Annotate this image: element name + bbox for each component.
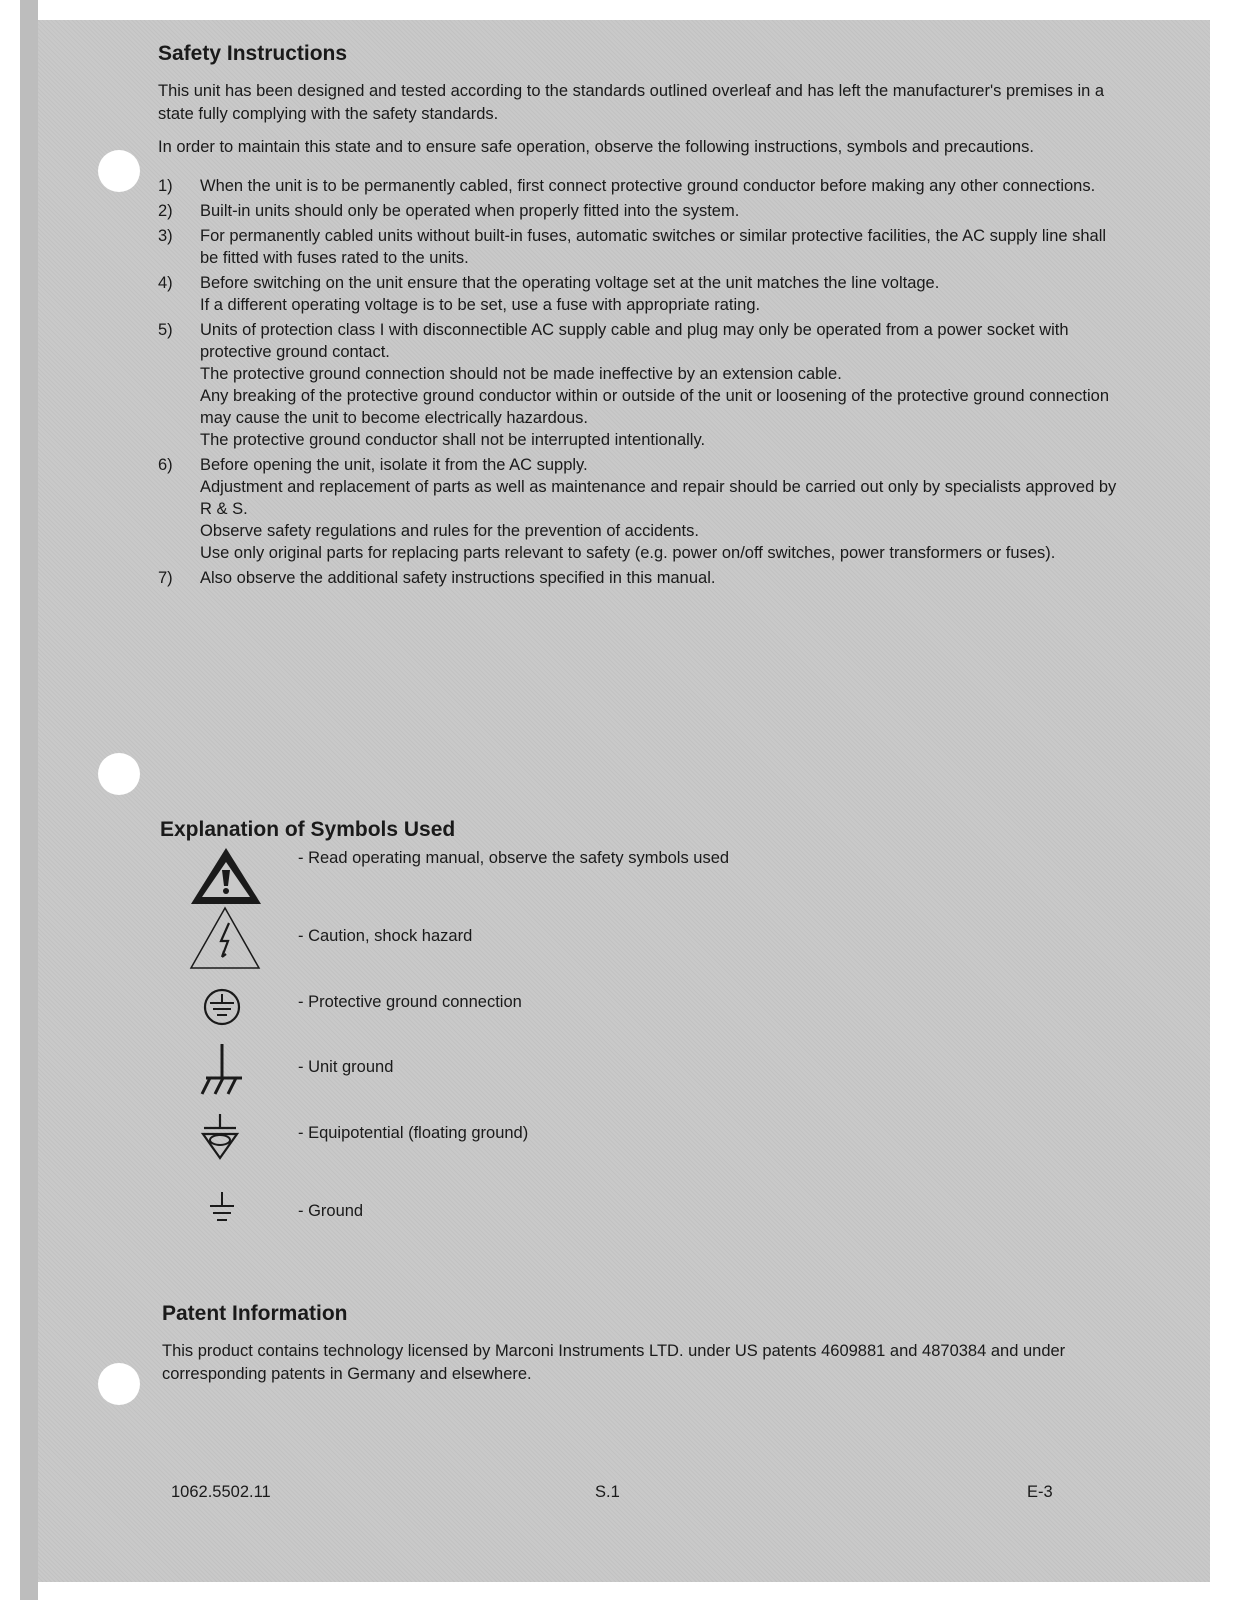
section-title-symbols: Explanation of Symbols Used <box>160 818 456 841</box>
safety-rule-number: 5) <box>158 321 173 339</box>
safety-rule-number: 6) <box>158 456 173 474</box>
symbol-row <box>188 1040 888 1100</box>
safety-rule-item <box>158 319 1118 451</box>
safety-rule-text: Built-in units should only be operated when properly fitted into the system. <box>200 202 740 220</box>
safety-intro-paragraph: This unit has been designed and tested according to the standards outlined overleaf and has left the manufacturer's premises in a state fully complying with the safety standards. <box>158 82 1105 123</box>
symbol-row <box>188 986 888 1046</box>
safety-rule-text: The protective ground connection should not be made ineffective by an extension cable. <box>200 365 842 383</box>
document-number: 1062.5502.11 <box>171 1483 271 1501</box>
symbol-label: - Read operating manual, observe the safety symbols used <box>298 849 730 867</box>
ground-icon <box>196 1186 256 1230</box>
safety-rule-text: Adjustment and replacement of parts as well as maintenance and repair should be carried out only by specialists approved by R & S. <box>200 478 1117 518</box>
punch-hole <box>98 150 140 192</box>
safety-intro-paragraph: In order to maintain this state and to ensure safe operation, observe the following instructions, symbols and precautions. <box>158 138 1034 156</box>
symbol-label: - Equipotential (floating ground) <box>298 1124 529 1142</box>
safety-rule-text: Also observe the additional safety instructions specified in this manual. <box>200 569 716 587</box>
safety-rules-list <box>158 175 1118 589</box>
symbol-row <box>188 845 888 905</box>
patent-paragraph: This product contains technology licensed by Marconi Instruments LTD. under US patents 4609881 and 4870384 and under corresponding patents in Germany and elsewhere. <box>162 1342 1066 1383</box>
safety-rule-number: 7) <box>158 569 173 587</box>
safety-rule-item <box>158 225 1118 269</box>
safety-rule-number: 1) <box>158 177 173 195</box>
symbol-row <box>188 1186 888 1246</box>
unit-ground-icon <box>196 1040 256 1102</box>
safety-rule-item <box>158 200 1118 222</box>
punch-hole <box>98 753 140 795</box>
safety-rule-text: Observe safety regulations and rules for the prevention of accidents. <box>200 522 699 540</box>
safety-rule-text: If a different operating voltage is to be set, use a fuse with appropriate rating. <box>200 296 761 314</box>
safety-rule-text: For permanently cabled units without built-in fuses, automatic switches or similar protective facilities, the AC supply line shall be fitted with fuses rated to the units. <box>200 227 1107 267</box>
section-title-patent: Patent Information <box>162 1302 348 1325</box>
section-title-safety: Safety Instructions <box>158 42 348 65</box>
safety-rule-text: Before switching on the unit ensure that the operating voltage set at the unit matches the line voltage. <box>200 274 940 292</box>
document-page <box>38 20 1210 1582</box>
page-edge <box>20 0 38 1600</box>
safety-rule-item <box>158 567 1118 589</box>
symbol-label: - Protective ground connection <box>298 993 522 1011</box>
symbol-row <box>188 905 888 965</box>
safety-rule-text: Any breaking of the protective ground conductor within or outside of the unit or loosening of the protective ground connection may cause the unit to become electrically hazardous. <box>200 387 1109 427</box>
warning-triangle-icon <box>188 845 264 907</box>
symbol-label: - Caution, shock hazard <box>298 927 473 945</box>
symbol-label: - Unit ground <box>298 1058 394 1076</box>
safety-rule-text: Use only original parts for replacing parts relevant to safety (e.g. power on/off switches, power transformers or fuses). <box>200 544 1056 562</box>
safety-rule-number: 2) <box>158 202 173 220</box>
safety-rule-item <box>158 175 1118 197</box>
safety-rule-item <box>158 454 1118 564</box>
protective-ground-icon <box>196 986 256 1030</box>
safety-rule-text: When the unit is to be permanently cabled, first connect protective ground conductor before making any other connections. <box>200 177 1096 195</box>
safety-rule-text: Before opening the unit, isolate it from the AC supply. <box>200 456 588 474</box>
equipotential-icon <box>194 1110 254 1166</box>
symbol-row <box>188 1110 888 1170</box>
safety-rule-number: 4) <box>158 274 173 292</box>
symbol-label: - Ground <box>298 1202 364 1220</box>
safety-rule-item <box>158 272 1118 316</box>
punch-hole <box>98 1363 140 1405</box>
safety-rule-number: 3) <box>158 227 173 245</box>
section-number: S.1 <box>595 1483 620 1501</box>
safety-rule-text: The protective ground conductor shall not be interrupted intentionally. <box>200 431 706 449</box>
safety-rule-text: Units of protection class I with disconnectible AC supply cable and plug may only be operated from a power socket with protective ground contact. <box>200 321 1069 361</box>
safety-section <box>158 42 1118 592</box>
shock-hazard-icon <box>185 905 261 971</box>
page-number: E-3 <box>1027 1483 1053 1501</box>
